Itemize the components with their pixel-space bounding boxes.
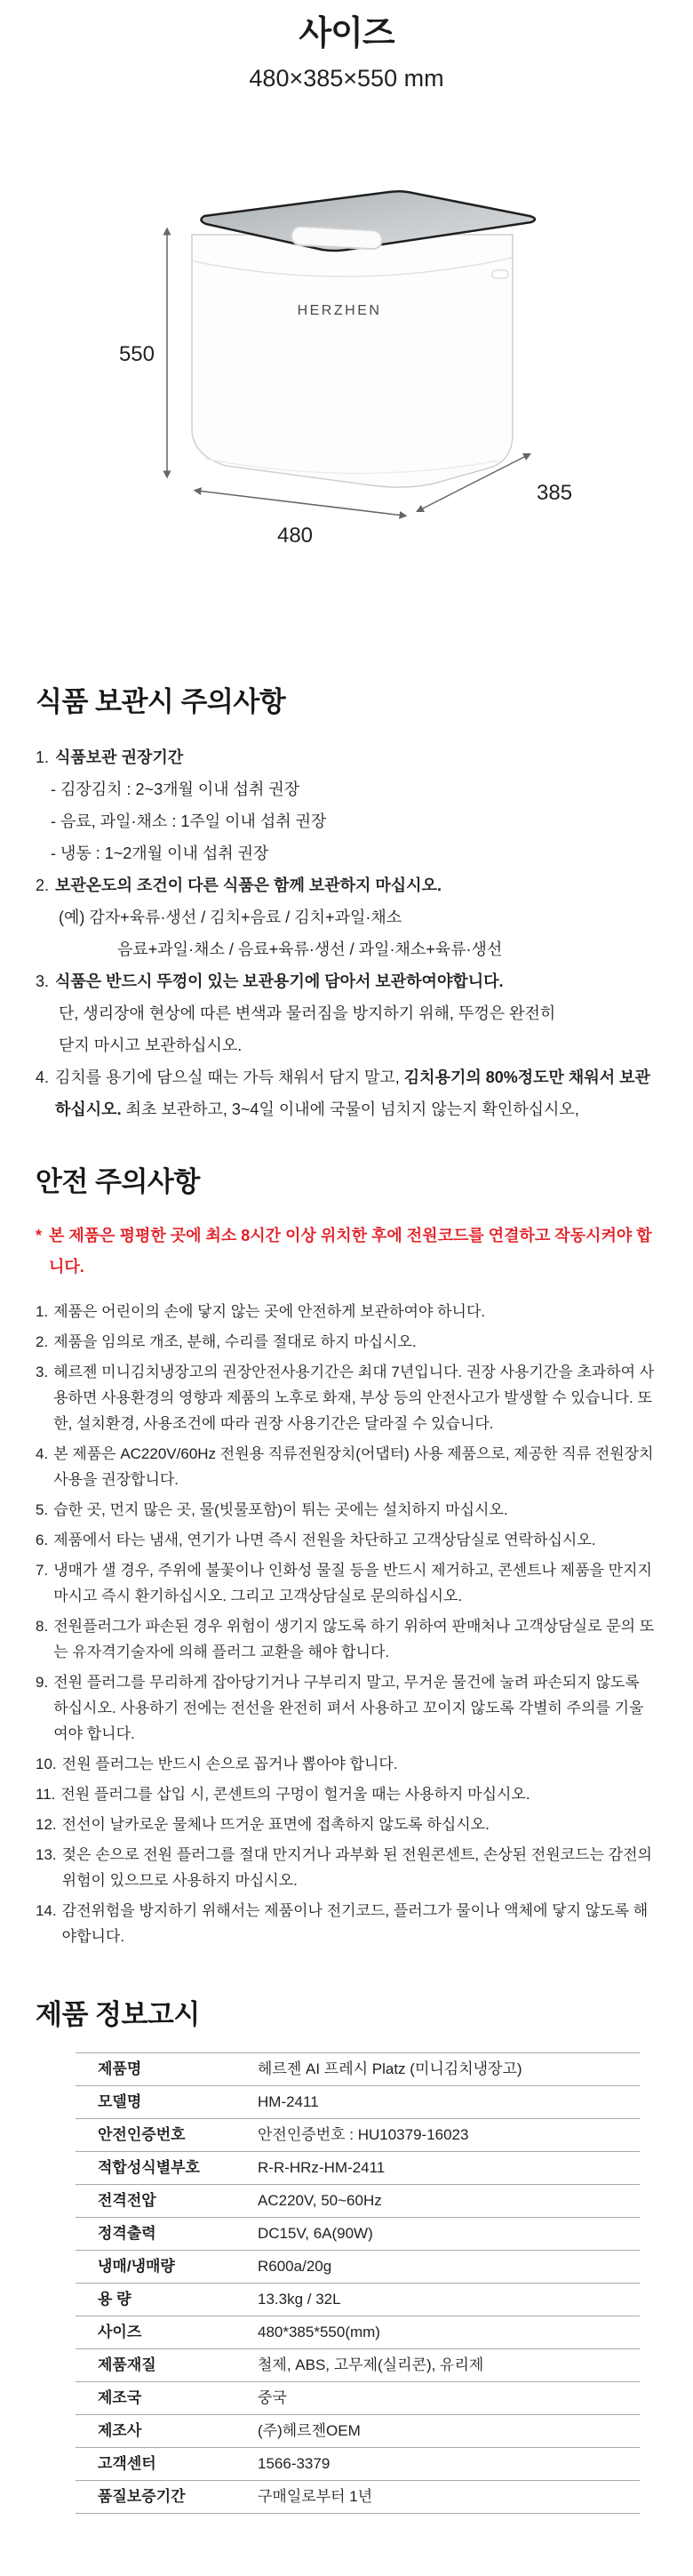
row-value: HM-2411 — [258, 2092, 319, 2110]
info-section — [0, 1997, 693, 2514]
row-label: 모델명 — [98, 2092, 142, 2110]
row-label: 제품명 — [98, 2060, 142, 2077]
row-value: R-R-HRz-HM-2411 — [258, 2158, 386, 2176]
food-notice-subline: - 음료, 과일·채소 : 1주일 이내 섭취 권장 — [51, 812, 327, 831]
table-row — [76, 2448, 640, 2481]
dim-height-label: 550 — [118, 341, 155, 366]
row-value: 480*385*550(mm) — [258, 2323, 380, 2340]
safety-item — [36, 1751, 657, 1777]
row-label: 제조국 — [98, 2388, 142, 2406]
food-notice-item — [36, 741, 657, 773]
item-number: 4. — [36, 1444, 49, 1462]
table-row — [76, 2251, 640, 2284]
food-notice-subline: 단, 생리장애 현상에 따른 변색과 물러짐을 방지하기 위해, 뚜껑은 완전히 — [59, 1004, 556, 1023]
row-value: 구매일로부터 1년 — [258, 2487, 373, 2505]
item-number: 3. — [36, 972, 50, 991]
safety-item — [36, 1359, 657, 1436]
row-value: 철제, ABS, 고무제(실리콘), 유리제 — [258, 2356, 484, 2373]
safety-item — [36, 1441, 657, 1492]
row-label: 고객센터 — [98, 2454, 156, 2472]
item-text: 냉매가 샐 경우, 주위에 불꽃이나 인화성 물질 등을 반드시 제거하고, 콘센트나 제품을 만지지 마시고 즉시 환기하십시오. 그리고 고객상담실로 문의하십시오. — [53, 1561, 652, 1604]
food-notice-section — [0, 684, 693, 1125]
size-header — [0, 0, 693, 92]
row-value: 13.3kg / 32L — [258, 2290, 341, 2308]
table-row — [76, 2152, 640, 2185]
table-row — [76, 2284, 640, 2316]
safety-item — [36, 1329, 657, 1355]
row-value: AC220V, 50~60Hz — [258, 2191, 382, 2209]
item-number: 12. — [36, 1815, 57, 1833]
safety-item — [36, 1299, 657, 1324]
safety-item — [36, 1497, 657, 1523]
row-value: 1566-3379 — [258, 2454, 331, 2472]
info-table — [76, 2052, 640, 2514]
safety-item — [36, 1781, 657, 1807]
info-title: 제품 정보고시 — [36, 1998, 200, 2030]
item-text: 식품은 반드시 뚜껑이 있는 보관용기에 담아서 보관하여야합니다. — [55, 972, 504, 991]
safety-list — [36, 1299, 657, 1949]
item-number: 14. — [36, 1901, 57, 1919]
safety-item — [36, 1557, 657, 1609]
table-row — [76, 2316, 640, 2349]
row-label: 제품재질 — [98, 2356, 156, 2373]
row-value: 중국 — [258, 2388, 287, 2406]
item-text: 제품은 어린이의 손에 닿지 않는 곳에 안전하게 보관하여야 하니다. — [53, 1302, 486, 1320]
safety-item — [36, 1669, 657, 1747]
item-text: 젖은 손으로 전원 플러그를 절대 만지거나 과부화 된 전원콘센트, 손상된 전원코드는 감전의 위험이 있으므로 사용하지 마십시오. — [61, 1845, 652, 1889]
dim-depth-label: 385 — [537, 480, 573, 505]
item-text: 헤르젠 미니김치냉장고의 권장안전사용기간은 최대 7년입니다. 권장 사용기간을 초과하여 사용하면 사용환경의 영향과 제품의 노후로 화재, 부상 등의 안전사고가 발생할 수 있습니다. 또한, 설치환경, 사용조건에 따라 권장 사용기간은 달라질 수 있습니다. — [53, 1363, 655, 1432]
row-value: 안전인증번호 : HU10379-16023 — [258, 2125, 469, 2143]
warning-asterisk: * — [36, 1226, 43, 1244]
row-value: R600a/20g — [258, 2257, 332, 2275]
item-text: 습한 곳, 먼지 많은 곳, 물(빗물포함)이 튀는 곳에는 설치하지 마십시오. — [53, 1500, 508, 1518]
item-number: 1. — [36, 748, 50, 767]
table-row — [76, 2086, 640, 2119]
fridge-body — [192, 235, 513, 487]
safety-item — [36, 1613, 657, 1665]
item-number: 6. — [36, 1531, 49, 1548]
bottom-spacer — [0, 2514, 693, 2576]
item-text: 식품보관 권장기간 — [55, 748, 184, 767]
dim-width-label: 480 — [276, 523, 314, 548]
safety-item — [36, 1842, 657, 1893]
row-label: 정격출력 — [98, 2224, 156, 2242]
item-number: 10. — [36, 1755, 57, 1772]
item-text: 전원 플러그를 무리하게 잡아당기거나 구부리지 말고, 무거운 물건에 눌려 파손되지 않도록 하십시오. 사용하기 전에는 전선을 완전히 펴서 사용하고 꼬이지 않도록 각별히 주의를 기울여야 합니다. — [53, 1673, 644, 1742]
lid-handle — [291, 226, 382, 249]
item-text: 전원 플러그는 반드시 손으로 꼽거나 뽑아야 합니다. — [61, 1755, 398, 1772]
table-row — [76, 2382, 640, 2415]
item-number: 4. — [36, 1068, 50, 1087]
table-row — [76, 2415, 640, 2448]
food-notice-item — [36, 869, 657, 901]
item-text: 전원 플러그를 삽입 시, 콘센트의 구멍이 헐거울 때는 사용하지 마십시오. — [60, 1785, 530, 1803]
safety-item — [36, 1812, 657, 1837]
food-notice-subline: - 김장김치 : 2~3개월 이내 섭취 권장 — [51, 780, 300, 799]
product-image — [107, 123, 586, 549]
row-label: 전격전압 — [98, 2191, 156, 2209]
item-text: 제품에서 타는 냄새, 연기가 나면 즉시 전원을 차단하고 고객상담실로 연락하십시오. — [53, 1531, 596, 1548]
row-label: 품질보증기간 — [98, 2487, 186, 2505]
item-text: 감전위험을 방지하기 위해서는 제품이나 전기코드, 플러그가 물이나 액체에 닿지 않도록 해야합니다. — [61, 1901, 649, 1945]
item-text: 전선이 날카로운 물체나 뜨거운 표면에 접촉하지 않도록 하십시오. — [61, 1815, 490, 1833]
item-number: 9. — [36, 1673, 49, 1691]
row-label: 제조사 — [98, 2421, 142, 2439]
food-notice-list — [36, 741, 657, 1125]
item-text: 본 제품은 AC220V/60Hz 전원용 직류전원장치(어댑터) 사용 제품으로, 제공한 직류 전원장치 사용을 권장합니다. — [53, 1444, 654, 1488]
food-notice-item — [36, 965, 657, 997]
row-label: 사이즈 — [98, 2323, 142, 2340]
item-number: 3. — [36, 1363, 49, 1380]
safety-item — [36, 1898, 657, 1949]
row-label: 냉매/냉매량 — [98, 2257, 175, 2275]
table-row — [76, 2481, 640, 2514]
safety-item — [36, 1527, 657, 1553]
safety-warning — [36, 1220, 657, 1283]
item-number: 8. — [36, 1617, 49, 1635]
item-text: 제품을 임의로 개조, 분해, 수리를 절대로 하지 마십시오. — [53, 1332, 417, 1350]
food-notice-item — [36, 1061, 657, 1125]
item-number: 13. — [36, 1845, 57, 1863]
row-value: DC15V, 6A(90W) — [258, 2224, 373, 2242]
size-title: 사이즈 — [299, 15, 394, 52]
row-value: 헤르젠 AI 프레시 Platz (미니김치냉장고) — [258, 2060, 522, 2077]
food-notice-subline: 닫지 마시고 보관하십시오. — [59, 1036, 243, 1055]
product-figure — [0, 123, 693, 555]
item-number: 11. — [36, 1785, 56, 1803]
row-label: 안전인증번호 — [98, 2125, 186, 2143]
item-number: 5. — [36, 1500, 49, 1518]
table-row — [76, 2218, 640, 2251]
item-text: 김치를 용기에 담으실 때는 가득 채워서 담지 말고, 김치용기의 80%정도만 채워서 보관하십시오. 최초 보관하고, 3~4일 이내에 국물이 넘치지 않는지 확인하십시오, — [55, 1068, 650, 1119]
item-number: 2. — [36, 876, 50, 895]
food-notice-subline: (예) 감자+육류·생선 / 김치+음료 / 김치+과일·채소 — [59, 908, 402, 927]
food-notice-subline: - 냉동 : 1~2개월 이내 섭취 권장 — [51, 844, 269, 863]
size-dimensions: 480×385×550 mm — [249, 64, 444, 92]
safety-section — [0, 1164, 693, 1948]
item-text: 보관온도의 조건이 다른 식품은 함께 보관하지 마십시오. — [55, 876, 442, 895]
table-row — [76, 2349, 640, 2382]
item-number: 1. — [36, 1302, 49, 1320]
table-row — [76, 2052, 640, 2086]
width-arrow — [197, 491, 403, 516]
warning-text: 본 제품은 평평한 곳에 최소 8시간 이상 위치한 후에 전원코드를 연결하고 작동시켜야 합니다. — [49, 1226, 652, 1276]
row-label: 적합성식별부호 — [98, 2158, 200, 2176]
table-row — [76, 2185, 640, 2218]
item-number: 2. — [36, 1332, 49, 1350]
row-label: 용 량 — [98, 2290, 131, 2308]
brand-logo: HERZHEN — [297, 302, 382, 318]
item-text: 전원플러그가 파손된 경우 위험이 생기지 않도록 하기 위하여 판매처나 고객상담실로 문의 또는 유자격기술자에 의해 플러그 교환을 해야 합니다. — [53, 1617, 655, 1660]
table-row — [76, 2119, 640, 2152]
safety-title: 안전 주의사항 — [36, 1166, 200, 1198]
food-notice-subline: 음료+과일·채소 / 음료+육류·생선 / 과일·채소+육류·생선 — [117, 940, 503, 959]
item-number: 7. — [36, 1561, 49, 1579]
food-notice-title: 식품 보관시 주의사항 — [36, 685, 286, 717]
row-value: (주)헤르젠OEM — [258, 2421, 361, 2439]
